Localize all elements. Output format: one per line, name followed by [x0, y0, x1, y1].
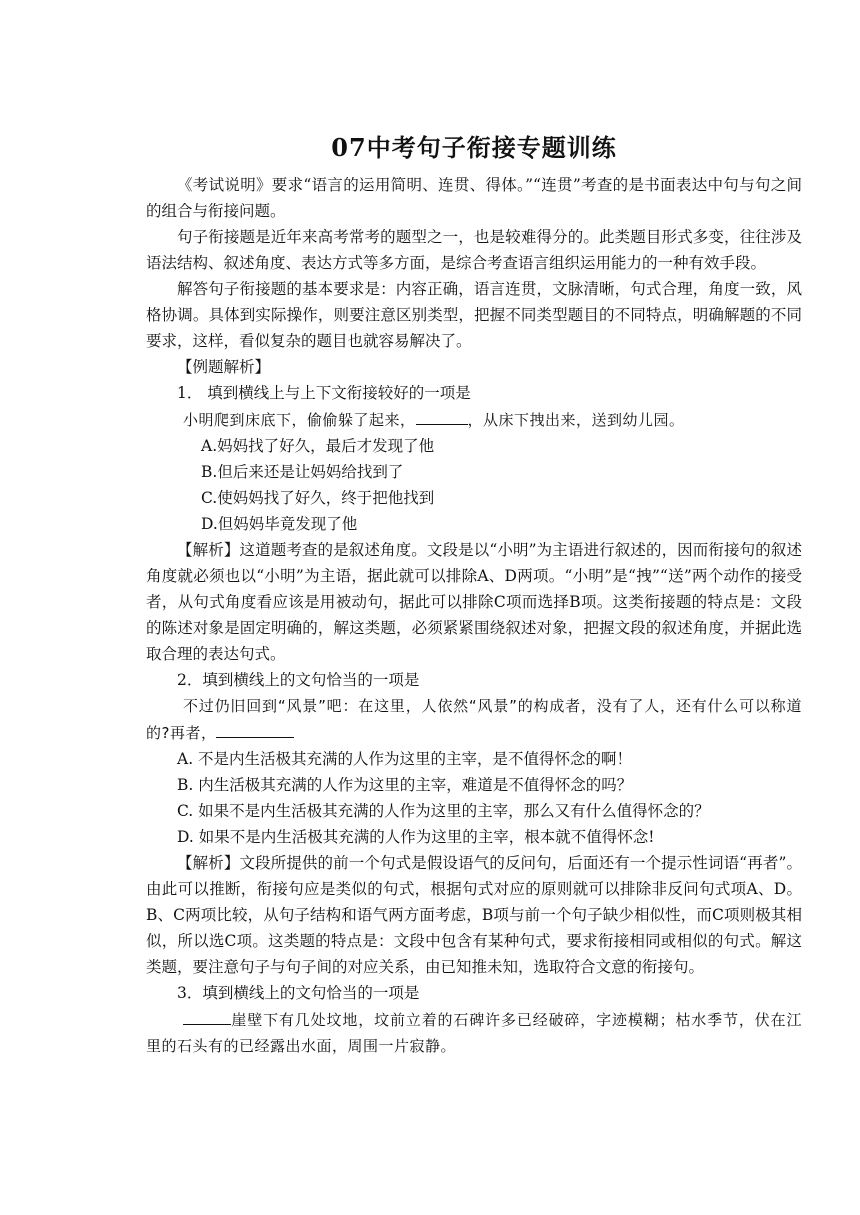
q1-option-d: D.但妈妈毕竟发现了他	[201, 515, 358, 533]
q2-option-c: C. 如果不是内生活极其充满的人作为这里的主宰，那么又有什么值得怀念的？	[177, 802, 710, 820]
intro-paragraph-3: 解答句子衔接题的基本要求是：内容正确，语言连贯，文脉清晰，句式合理，角度一致，风格协调。具体到实际操作，则要注意区别类型，把握不同类型题目的不同特点，明确解题的不同要求，这样，看似复杂的题目也就容易解决了。	[146, 280, 802, 350]
q2-option-b: B. 内生活极其充满的人作为这里的主宰，难道是不值得怀念的吗？	[177, 776, 633, 794]
q2-analysis: 【解析】文段所提供的前一个句式是假设语气的反问句，后面还有一个提示性词语“再者”。由此可以推断，衔接句应是类似的句式，根据句式对应的原则就可以排除非反问句式项A、D。B、C两项比较，从句子结构和语气两方面考虑，B项与前一个句子缺少相似性，而C项则极其相似，所以选C项。这类题的特点是：文段中包含有某种句式，要求衔接相同或相似的句式。解这类题，要注意句子与句子间的对应关系，由已知推未知，选取符合文意的衔接句。	[146, 854, 802, 976]
intro-paragraph-2: 句子衔接题是近年来高考常考的题型之一，也是较难得分的。此类题目形式多变，往往涉及语法结构、叙述角度、表达方式等多方面，是综合考查语言组织运用能力的一种有效手段。	[146, 228, 802, 272]
document-page	[146, 0, 802, 1059]
q1-stem: 1． 填到横线上与上下文衔接较好的一项是	[177, 384, 471, 402]
section-heading: 【例题解析】	[177, 358, 271, 376]
q2-sentence	[146, 693, 802, 746]
q1-analysis: 【解析】这道题考查的是叙述角度。文段是以“小明”为主语进行叙述的，因而衔接句的叙述角度就必须也以“小明”为主语，据此就可以排除A、D两项。“小明”是“拽”“送”两个动作的接受者，从句式角度看应该是用被动句，据此可以排除C项而选择B项。这类衔接题的特点是：文段的陈述对象是固定明确的，解这类题，必须紧紧围绕叙述对象，把握文段的叙述角度，并据此选取合理的表达句式。	[146, 541, 802, 663]
q2-sentence-text: 不过仍旧回到“风景”吧：在这里，人依然“风景”的构成者，没有了人，还有什么可以称道的?再者，	[146, 697, 802, 742]
q3-sentence-text: 崖壁下有几处坟地，坟前立着的石碑许多已经破碎，字迹模糊；枯水季节，伏在江里的石头有的已经露出水面，周围一片寂静。	[146, 1011, 802, 1055]
q2-blank	[216, 719, 294, 738]
q1-option-b: B.但后来还是让妈妈给找到了	[201, 463, 404, 481]
q1-option-a: A.妈妈找了好久，最后才发现了他	[201, 437, 435, 455]
q1-blank	[416, 406, 468, 425]
q2-option-d: D. 如果不是内生活极其充满的人作为这里的主宰，根本就不值得怀念!	[177, 828, 655, 846]
intro-paragraph-1: 《考试说明》要求“语言的运用简明、连贯、得体。”“连贯”考查的是书面表达中句与句之间的组合与衔接问题。	[146, 176, 802, 220]
q3-blank	[183, 1006, 231, 1025]
page-title: 07中考句子衔接专题训练	[331, 133, 617, 162]
q3-sentence	[146, 1006, 802, 1059]
q1-sentence-after: ，从床下拽出来，送到幼儿园。	[467, 411, 685, 429]
q1-option-c: C.使妈妈找了好久，终于把他找到	[201, 489, 435, 507]
q2-stem: 2．填到横线上的文句恰当的一项是	[177, 671, 420, 689]
q3-stem: 3．填到横线上的文句恰当的一项是	[177, 984, 420, 1002]
q1-sentence	[146, 406, 802, 433]
q2-option-a: A. 不是内生活极其充满的人作为这里的主宰，是不值得怀念的啊！	[177, 750, 633, 768]
q1-sentence-before: 小明爬到床底下，偷偷躲了起来，	[183, 411, 416, 429]
